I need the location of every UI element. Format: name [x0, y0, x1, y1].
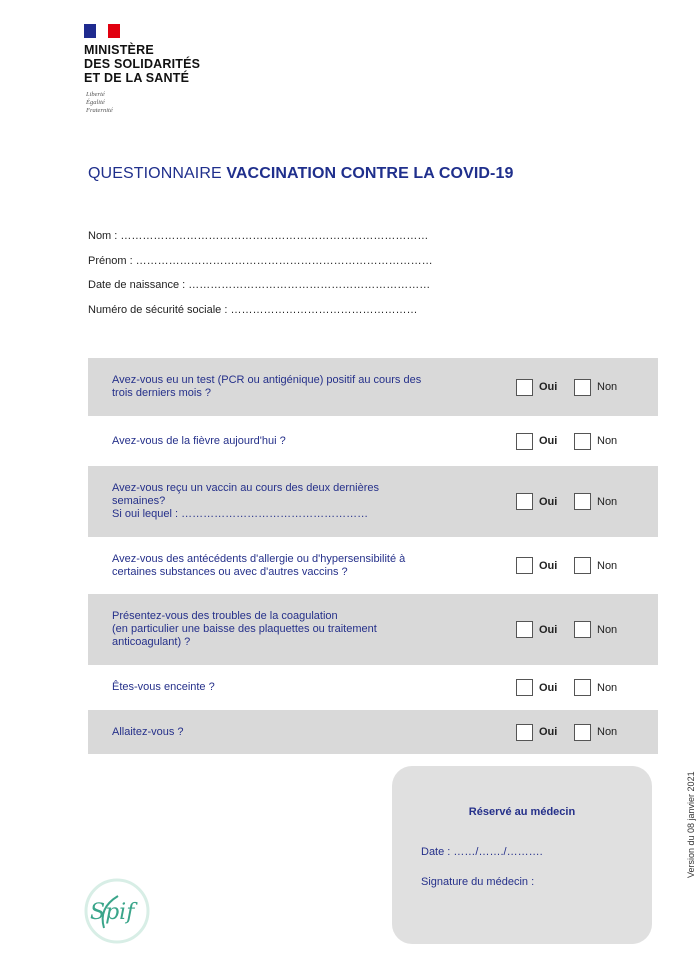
medecin-title: Réservé au médecin: [468, 806, 576, 818]
ministry-line: ET DE LA SANTÉ: [84, 71, 190, 85]
question-text: Êtes-vous enceinte ?: [112, 681, 215, 693]
non-option[interactable]: Non: [574, 379, 617, 396]
oui-option[interactable]: Oui: [516, 493, 557, 510]
non-checkbox[interactable]: [574, 433, 591, 450]
question-text: Allaitez-vous ?: [112, 725, 184, 738]
questions-table: [88, 358, 658, 754]
question-row: [88, 537, 658, 594]
question-text: Présentez-vous des troubles de la coagulation (en particulier une baisse des plaquettes ou traitement anticoagulant) ?: [112, 610, 377, 648]
question-text: Avez-vous reçu un vaccin au cours des deux dernières semaines? Si oui lequel : ……………………………………………: [112, 482, 379, 520]
question-row: [88, 416, 658, 466]
non-option[interactable]: Non: [574, 433, 617, 450]
non-checkbox[interactable]: [574, 621, 591, 638]
non-option[interactable]: Non: [574, 493, 617, 510]
non-checkbox[interactable]: [574, 379, 591, 396]
ministry-name: [84, 43, 200, 85]
non-checkbox[interactable]: [574, 493, 591, 510]
oui-option[interactable]: Oui: [516, 724, 557, 741]
question-text: Avez-vous eu un test (PCR ou antigénique) positif au cours des trois derniers mois ?: [112, 374, 422, 399]
question-row: [88, 358, 658, 416]
motto-line: Fraternité: [86, 107, 113, 114]
question-text: Avez-vous des antécédents d'allergie ou d'hypersensibilité à certaines substances ou avec d'autres vaccins ?: [112, 552, 406, 578]
question-row: [88, 466, 658, 537]
title-main: VACCINATION CONTRE LA COVID-19: [226, 165, 514, 182]
motto-line: Liberté: [86, 91, 105, 98]
non-checkbox[interactable]: [574, 724, 591, 741]
spif-logo-text: Spif: [90, 900, 135, 925]
oui-checkbox[interactable]: [516, 679, 533, 696]
non-option[interactable]: Non: [574, 557, 617, 574]
title-prefix: QUESTIONNAIRE: [88, 165, 222, 182]
oui-option[interactable]: Oui: [516, 379, 557, 396]
republic-motto: [86, 91, 113, 115]
oui-option[interactable]: Oui: [516, 679, 557, 696]
oui-checkbox[interactable]: [516, 433, 533, 450]
ministry-line: MINISTÈRE: [84, 43, 154, 57]
non-option[interactable]: Non: [574, 724, 617, 741]
field-securite-sociale[interactable]: Numéro de sécurité sociale : ……………………………………………: [88, 303, 418, 316]
motto-line: Égalité: [86, 99, 105, 106]
oui-checkbox[interactable]: [516, 493, 533, 510]
question-row: [88, 665, 658, 710]
ministry-line: DES SOLIDARITÉS: [84, 57, 201, 71]
medecin-box: [392, 766, 652, 944]
identity-fields: [88, 230, 433, 328]
question-row: [88, 710, 658, 754]
french-flag-logo: [84, 24, 120, 38]
oui-checkbox[interactable]: [516, 621, 533, 638]
oui-checkbox[interactable]: [516, 724, 533, 741]
oui-option[interactable]: Oui: [516, 621, 557, 638]
medecin-date-field[interactable]: Date : ……/……./……….: [421, 846, 543, 858]
oui-checkbox[interactable]: [516, 557, 533, 574]
question-text: Avez-vous de la fièvre aujourd'hui ?: [112, 434, 286, 447]
oui-checkbox[interactable]: [516, 379, 533, 396]
question-row: [88, 594, 658, 665]
non-option[interactable]: Non: [574, 621, 617, 638]
oui-option[interactable]: Oui: [516, 557, 557, 574]
document-title: [88, 165, 513, 183]
field-date-naissance[interactable]: Date de naissance : …………………………………………………………: [88, 279, 431, 291]
field-nom[interactable]: Nom : …………………………………………………………………………: [88, 230, 429, 242]
version-label: Version du 08 janvier 2021: [686, 771, 696, 878]
non-option[interactable]: Non: [574, 679, 617, 696]
field-prenom[interactable]: Prénom : ………………………………………………………………………: [88, 254, 433, 267]
medecin-signature-field[interactable]: Signature du médecin :: [421, 876, 535, 888]
non-checkbox[interactable]: [574, 679, 591, 696]
non-checkbox[interactable]: [574, 557, 591, 574]
oui-option[interactable]: Oui: [516, 433, 557, 450]
